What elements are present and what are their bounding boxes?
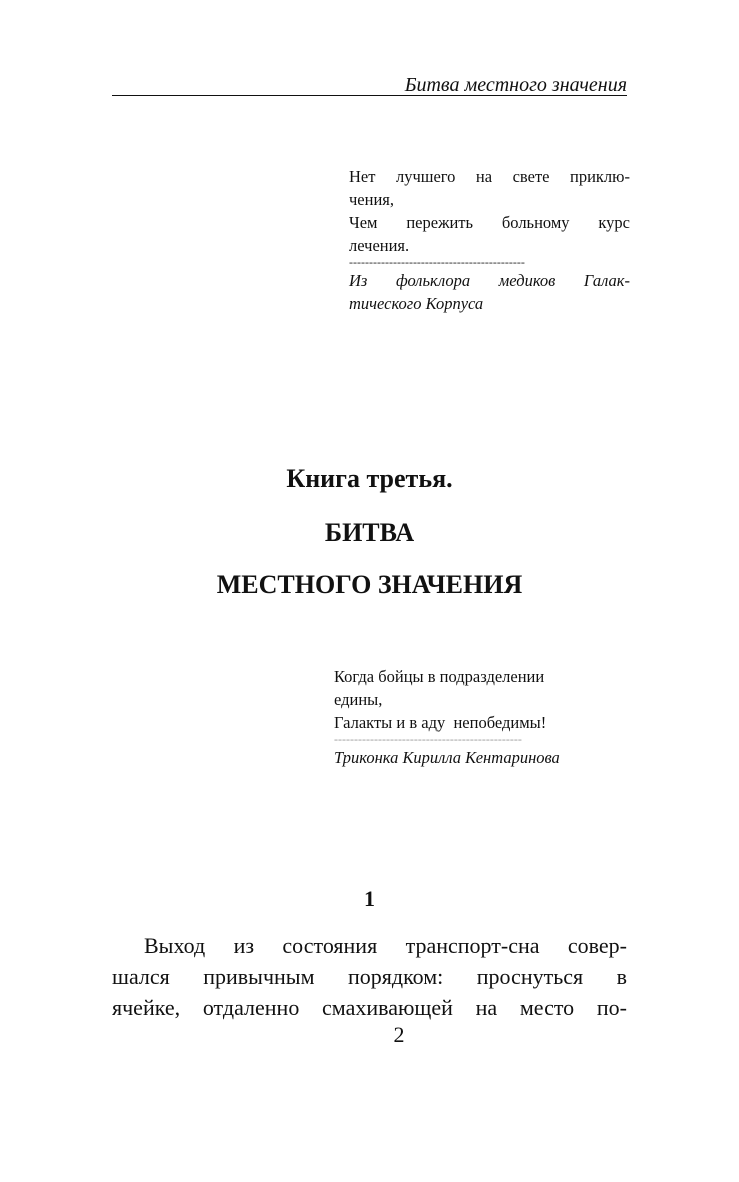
epigraph-2-line: едины, <box>334 690 383 709</box>
epigraph-1 <box>349 165 630 315</box>
body-paragraph <box>112 930 627 1023</box>
header-rule <box>112 95 627 96</box>
body-line: шался привычным порядком: проснуться в <box>112 964 627 989</box>
epigraph-1-line: Нет лучшего на свете приклю- <box>349 167 630 186</box>
running-header-title: Битва местного значения <box>404 74 627 96</box>
epigraph-2-source-line: Триконка Кирилла Кентаринова <box>334 748 560 767</box>
epigraph-1-source-line: Из фольклора медиков Галак- <box>349 271 630 290</box>
body-line: ячейке, отдаленно смахивающей на место по- <box>112 995 627 1020</box>
running-header <box>112 74 627 98</box>
epigraph-2 <box>334 665 629 769</box>
book-title-line-1: Книга третья. <box>286 464 453 493</box>
epigraph-1-separator: -------------------------------------------- <box>349 257 525 269</box>
epigraph-1-line: Чем пережить больному курс <box>349 213 630 232</box>
section-number: 1 <box>364 886 375 911</box>
epigraph-1-source-line: тического Корпуса <box>349 294 484 313</box>
book-title-line-3: МЕСТНОГО ЗНАЧЕНИЯ <box>216 570 523 599</box>
epigraph-2-line: Когда бойцы в подразделении <box>334 667 545 686</box>
body-line: Выход из состояния транспорт-сна совер- <box>144 933 627 958</box>
page-number: 2 <box>393 1022 405 1047</box>
epigraph-2-separator: ----------------------------------------------- <box>334 734 522 746</box>
epigraph-2-line: Галакты и в аду непобедимы! <box>334 713 547 732</box>
book-title-line-2: БИТВА <box>324 518 415 547</box>
epigraph-1-line: лечения. <box>349 236 410 255</box>
epigraph-1-line: чения, <box>349 190 394 209</box>
